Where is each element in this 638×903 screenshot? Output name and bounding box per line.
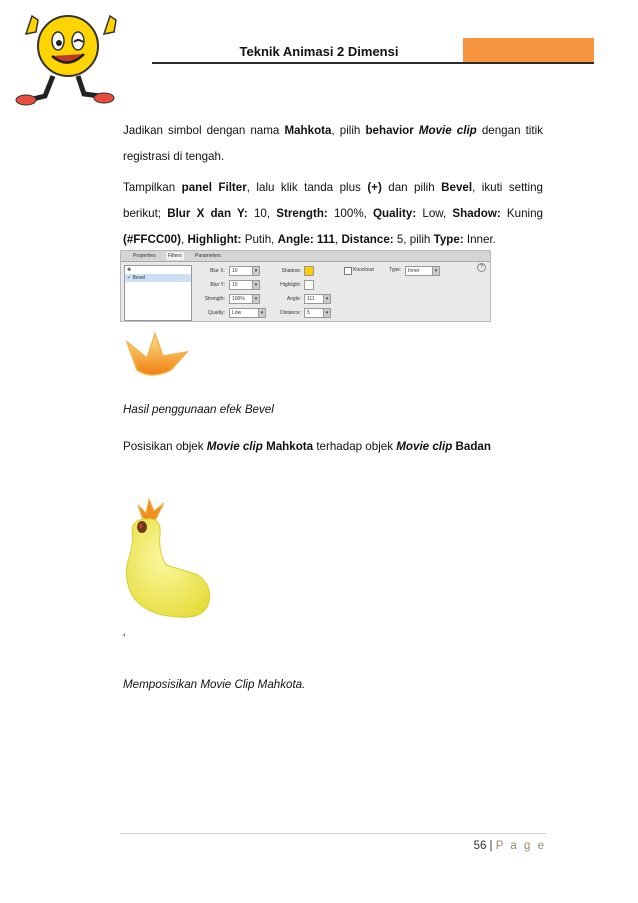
text: , ikuti setting berikut; [123,181,543,220]
text-bold: Quality: [373,207,417,220]
blur-y-label: Blur Y: [210,282,225,288]
text: Low, [416,207,453,220]
paragraph-filter-settings [123,175,543,253]
text-bold: Strength: [276,207,328,220]
blur-x-label: Blur X: [209,268,225,274]
footer-separator: | [486,840,496,852]
caption-bevel-result: Hasil penggunaan efek Bevel [123,403,274,416]
tab-filters[interactable]: Filters [168,253,182,259]
text-bold-italic: Movie clip [418,124,477,137]
text: 10, [247,207,277,220]
text: 100%, [327,207,374,220]
text-bold-italic: Movie clip [396,440,453,453]
text-bold: behavior [365,124,414,137]
text-bold: Highlight: [187,233,242,246]
header-rule [152,62,594,64]
page-number: 56 [473,840,487,852]
highlight-label: Highlight: [280,282,301,288]
quality-label: Quality: [208,310,225,316]
paragraph-posisikan [123,440,491,453]
distance-field[interactable]: 5 [304,308,324,318]
tab-properties[interactable]: Properties [133,253,156,259]
page-word: P a g e [495,840,546,852]
quality-select[interactable]: Low [229,308,259,318]
text-bold: Bevel [441,181,473,194]
quality-dropdown-icon[interactable]: ▾ [258,308,266,318]
blur-x-field[interactable]: 10 [229,266,253,276]
blur-y-dropdown-icon[interactable]: ▾ [252,280,260,290]
text-bold: Distance: [341,233,394,246]
distance-dropdown-icon[interactable]: ▾ [323,308,331,318]
panel-tab-bar [121,251,490,262]
text-bold: Mahkota [284,124,332,137]
text-bold: Blur X dan Y: [167,207,248,220]
stray-mark: ‘ [123,632,126,645]
text-bold: Angle: 111 [277,233,335,246]
bird-with-crown-image [118,495,218,621]
caption-position-crown: Memposisikan Movie Clip Mahkota. [123,678,306,691]
text: terhadap objek [313,440,397,453]
distance-label: Distance: [280,310,301,316]
text-bold: Mahkota [262,440,314,453]
shadow-color-swatch[interactable] [304,266,314,276]
text-bold: Badan [452,440,491,453]
add-filter-icon[interactable]: ✚ [127,267,132,273]
type-dropdown-icon[interactable]: ▾ [432,266,440,276]
knockout-label: Knockout [353,267,374,273]
strength-field[interactable]: 100% [229,294,253,304]
type-select[interactable]: Inner [405,266,433,276]
angle-label: Angle: [286,296,301,302]
footer-rule [120,833,546,834]
text: 5, pilih [393,233,434,246]
text: dan pilih [381,181,442,194]
text: Kuning [500,207,543,220]
tab-parameters[interactable]: Parameters [195,253,221,259]
blur-y-field[interactable]: 10 [229,280,253,290]
blur-x-dropdown-icon[interactable]: ▾ [252,266,260,276]
text: , lalu klik tanda plus [246,181,368,194]
page-header-title: Teknik Animasi 2 Dimensi [239,44,399,59]
text: dengan titik registrasi di tengah. [123,124,543,163]
text: Posisikan objek [123,440,207,453]
crown-bevel-image [121,330,193,382]
shadow-label: Shadow: [281,268,301,274]
text-bold: Shadow: [452,207,501,220]
text-bold-italic: Movie clip [206,440,263,453]
strength-dropdown-icon[interactable]: ▾ [252,294,260,304]
help-icon[interactable]: ? [477,263,486,272]
text: , [334,233,342,246]
angle-dropdown-icon[interactable]: ▾ [323,294,331,304]
paragraph-mahkota [123,118,543,170]
text-bold: (+) [367,181,382,194]
type-label: Type: [389,267,402,273]
text-bold: Type: [433,233,464,246]
page-footer [430,840,546,852]
text: Inner. [463,233,496,246]
text-bold: panel Filter [181,181,247,194]
text-bold: (#FFCC00) [123,233,181,246]
strength-label: Strength: [204,296,225,302]
filter-item-bevel[interactable]: ✓ Bevel [125,274,191,282]
text: Tampilkan [123,181,182,194]
angle-field[interactable]: 111 [304,294,324,304]
text: , pilih [331,124,366,137]
text: , [180,233,188,246]
highlight-color-swatch[interactable] [304,280,314,290]
text: Putih, [241,233,278,246]
flash-filter-panel [120,250,491,322]
filter-list[interactable] [124,265,192,321]
text: Jadikan simbol dengan nama [123,124,285,137]
knockout-checkbox[interactable] [344,267,352,275]
